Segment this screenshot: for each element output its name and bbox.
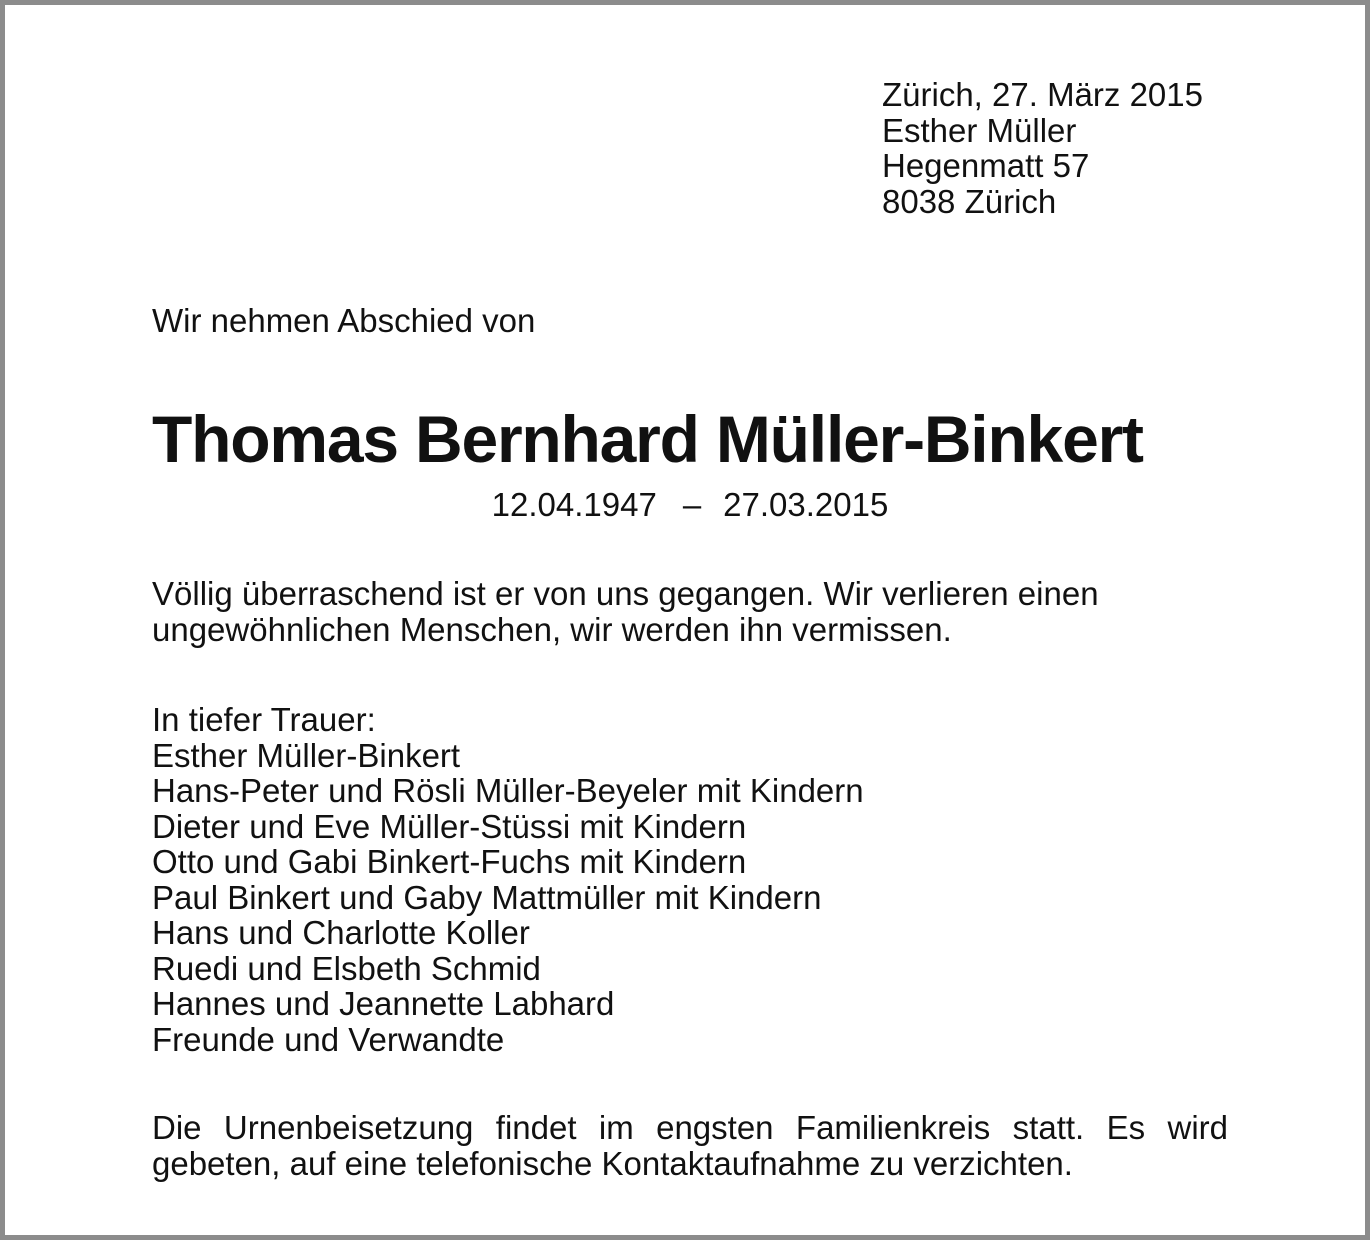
sender-name: Esther Müller: [882, 111, 1077, 149]
sender-street: Hegenmatt 57: [882, 147, 1090, 184]
mourner-item: Hannes und Jeannette Labhard: [152, 985, 615, 1022]
mourners-heading: In tiefer Trauer:: [152, 701, 376, 738]
death-date: 27.03.2015: [723, 486, 889, 523]
deceased-name: Thomas Bernhard Müller-Binkert: [152, 402, 1143, 476]
mourner-item: Freunde und Verwandte: [152, 1020, 505, 1058]
mourners-list: [152, 702, 1228, 1057]
message-line: ungewöhnlichen Menschen, wir werden ihn vermissen.: [152, 610, 952, 648]
notice-line: gebeten, auf eine telefonische Kontaktaufnahme zu verzichten.: [152, 1144, 1073, 1182]
condolence-message: [152, 576, 1228, 647]
sender-city: 8038 Zürich: [882, 182, 1057, 220]
place-date: Zürich, 27. März 2015: [882, 76, 1203, 113]
mourner-item: Ruedi und Elsbeth Schmid: [152, 949, 541, 987]
mourner-item: Paul Binkert und Gaby Mattmüller mit Kindern: [152, 878, 822, 916]
notice-line: Die Urnenbeisetzung findet im engsten Familienkreis statt. Es wird: [152, 1109, 1228, 1146]
mourner-item: Dieter und Eve Müller-Stüssi mit Kindern: [152, 807, 747, 845]
sender-address: [882, 77, 1262, 219]
date-dash: –: [682, 486, 702, 523]
burial-notice: [152, 1110, 1228, 1181]
birth-date: 12.04.1947: [491, 486, 657, 523]
mourner-item: Hans und Charlotte Koller: [152, 914, 530, 951]
life-dates: [152, 487, 1228, 523]
message-line: Völlig überraschend ist er von uns gegangen. Wir verlieren einen: [152, 575, 1099, 612]
mourner-item: Otto und Gabi Binkert-Fuchs mit Kindern: [152, 843, 747, 880]
mourner-item: Esther Müller-Binkert: [152, 736, 461, 774]
mourner-item: Hans-Peter und Rösli Müller-Beyeler mit Kindern: [152, 772, 864, 809]
intro-text: Wir nehmen Abschied von: [152, 302, 536, 339]
